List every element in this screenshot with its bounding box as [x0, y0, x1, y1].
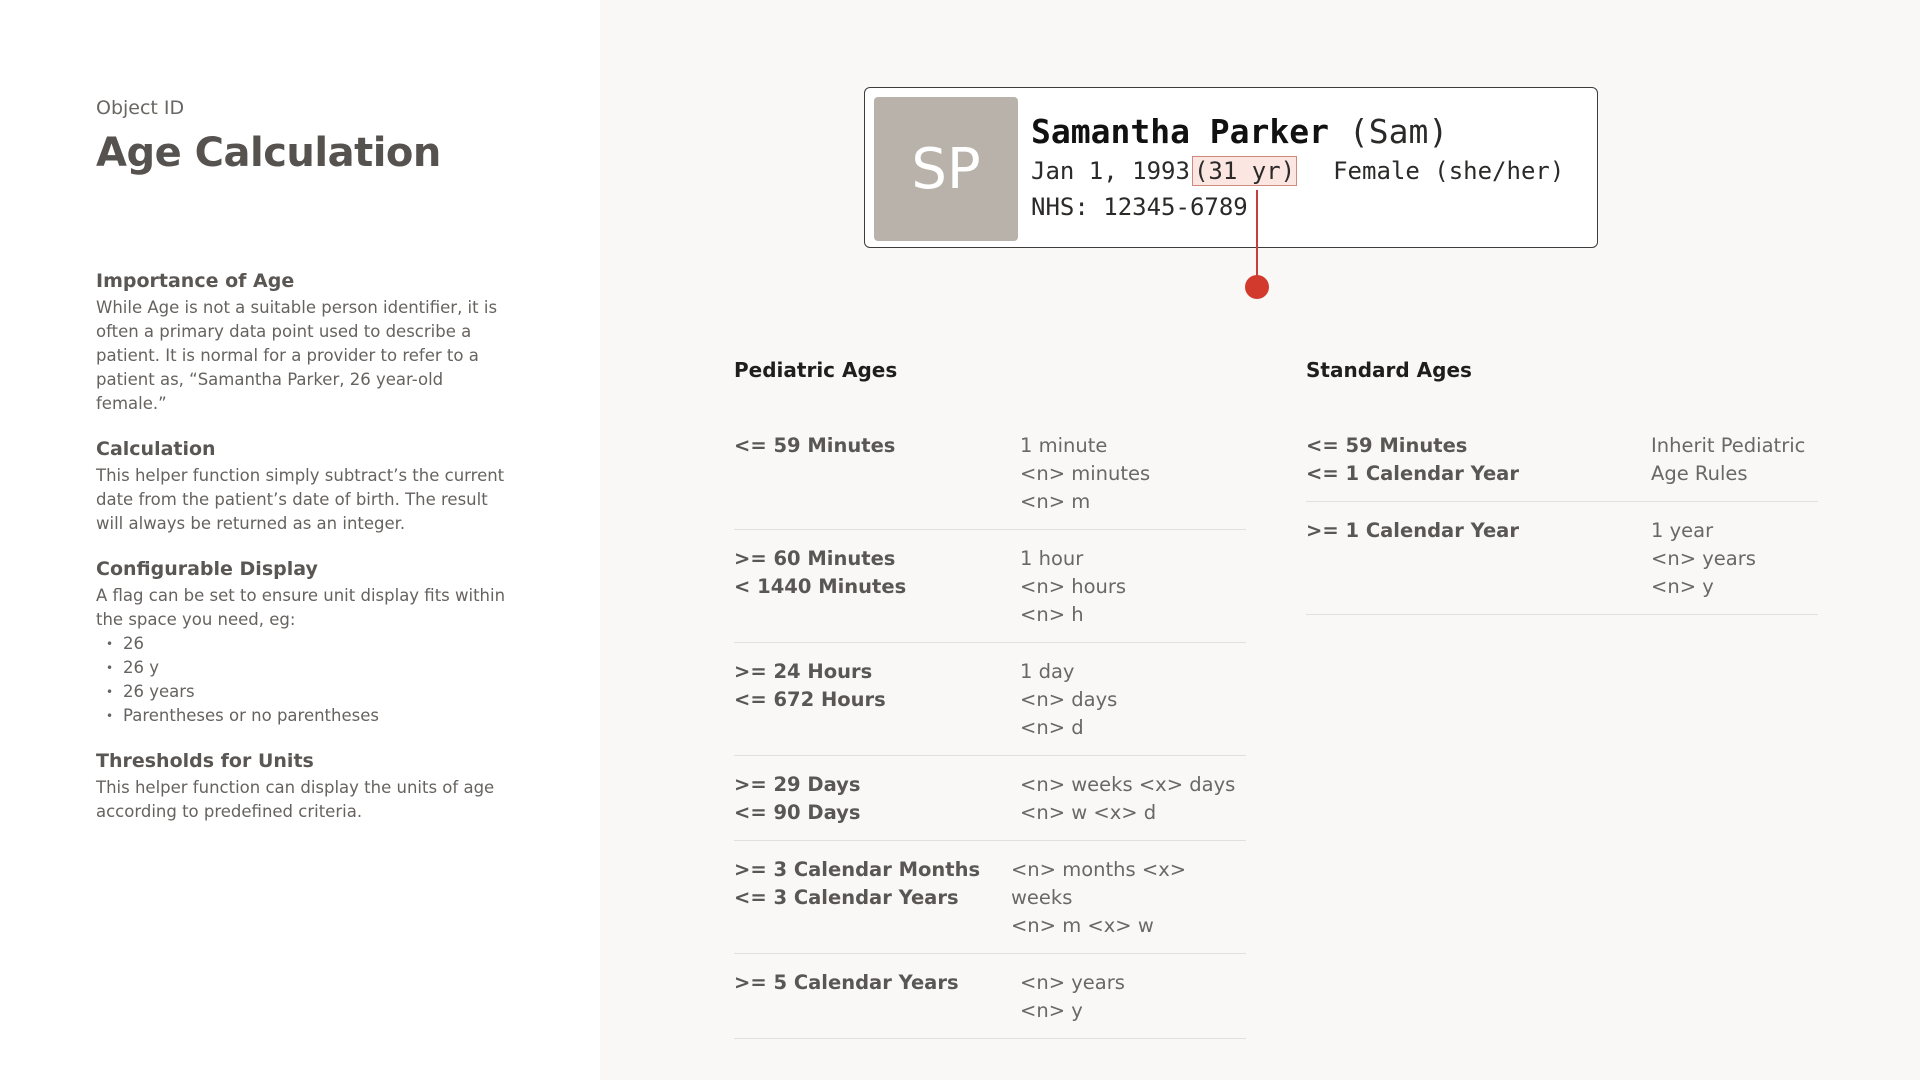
age-highlight: (31 yr): [1193, 157, 1296, 185]
section-configurable-display: [96, 558, 516, 728]
gender: Female (she/her): [1333, 157, 1565, 185]
pediatric-rules-table: [734, 432, 1246, 1039]
section-importance-of-age: [96, 270, 516, 416]
rule-condition: >= 29 Days <= 90 Days: [734, 773, 861, 824]
table-row: [1306, 432, 1818, 502]
description-sections: [96, 270, 516, 846]
section-heading: Thresholds for Units: [96, 750, 314, 772]
list-item: • 26 y: [96, 656, 516, 680]
rule-format: 1 hour <n> hours <n> h: [1020, 547, 1127, 626]
nhs-number: NHS: 12345-6789: [1031, 193, 1248, 221]
patient-name-line: [1031, 112, 1448, 151]
list-item: • 26: [96, 632, 516, 656]
callout-line: [1256, 190, 1258, 288]
list-item: • Parentheses or no parentheses: [96, 704, 516, 728]
left-panel: [0, 0, 600, 1080]
callout-marker: [1245, 275, 1269, 299]
table-row: [734, 530, 1246, 643]
rule-condition: <= 59 Minutes <= 1 Calendar Year: [1306, 434, 1519, 485]
table-row: [734, 432, 1246, 530]
table-row: [734, 643, 1246, 756]
patient-name: Samantha Parker: [1031, 112, 1330, 151]
section-body: This helper function simply subtract’s the current date from the patient’s date of birth. The result will always be returned as an integer.: [96, 466, 505, 533]
rule-condition: <= 59 Minutes: [734, 434, 896, 457]
table-row: [734, 756, 1246, 841]
patient-banner-card: [864, 87, 1598, 248]
section-body: While Age is not a suitable person identifier, it is often a primary data point used to describe a patient. It is normal for a provider to refer to a patient as, “Samantha Parker, 26 year-old female.”: [96, 298, 498, 413]
rule-format: <n> weeks <x> days <n> w <x> d: [1020, 773, 1236, 824]
date-of-birth: Jan 1, 1993: [1031, 157, 1190, 185]
rule-format: 1 year <n> years <n> y: [1651, 519, 1756, 598]
table-row: [1306, 502, 1818, 615]
section-thresholds-for-units: [96, 750, 516, 824]
rule-condition: >= 60 Minutes < 1440 Minutes: [734, 547, 907, 598]
rule-condition: >= 1 Calendar Year: [1306, 519, 1519, 542]
avatar: SP: [874, 97, 1018, 241]
display-options-list: [96, 632, 516, 728]
section-heading: Calculation: [96, 438, 216, 460]
object-id-label: Object ID: [96, 97, 185, 119]
standard-rules-table: [1306, 432, 1818, 615]
rule-format: 1 minute <n> minutes <n> m: [1020, 434, 1151, 513]
table-row: [734, 954, 1246, 1039]
list-item: • 26 years: [96, 680, 516, 704]
rule-condition: >= 5 Calendar Years: [734, 971, 959, 994]
section-calculation: [96, 438, 516, 536]
table-row: [734, 841, 1246, 954]
rule-condition: >= 24 Hours <= 672 Hours: [734, 660, 886, 711]
rule-format: 1 day <n> days <n> d: [1020, 660, 1118, 739]
rule-format: Inherit Pediatric Age Rules: [1651, 434, 1806, 485]
section-body: This helper function can display the units of age according to predefined criteria.: [96, 778, 495, 821]
rule-condition: >= 3 Calendar Months <= 3 Calendar Years: [734, 858, 981, 909]
pediatric-ages-title: Pediatric Ages: [734, 358, 898, 382]
rule-format: <n> months <x> weeks <n> m <x> w: [1010, 858, 1187, 937]
section-body: A flag can be set to ensure unit display fits within the space you need, eg:: [96, 586, 506, 629]
page-title: Age Calculation: [96, 130, 441, 176]
patient-dob-line: [1031, 156, 1564, 186]
section-heading: Configurable Display: [96, 558, 318, 580]
preferred-name: (Sam): [1348, 112, 1449, 151]
section-heading: Importance of Age: [96, 270, 295, 292]
rule-format: <n> years <n> y: [1020, 971, 1125, 1022]
standard-ages-title: Standard Ages: [1306, 358, 1472, 382]
